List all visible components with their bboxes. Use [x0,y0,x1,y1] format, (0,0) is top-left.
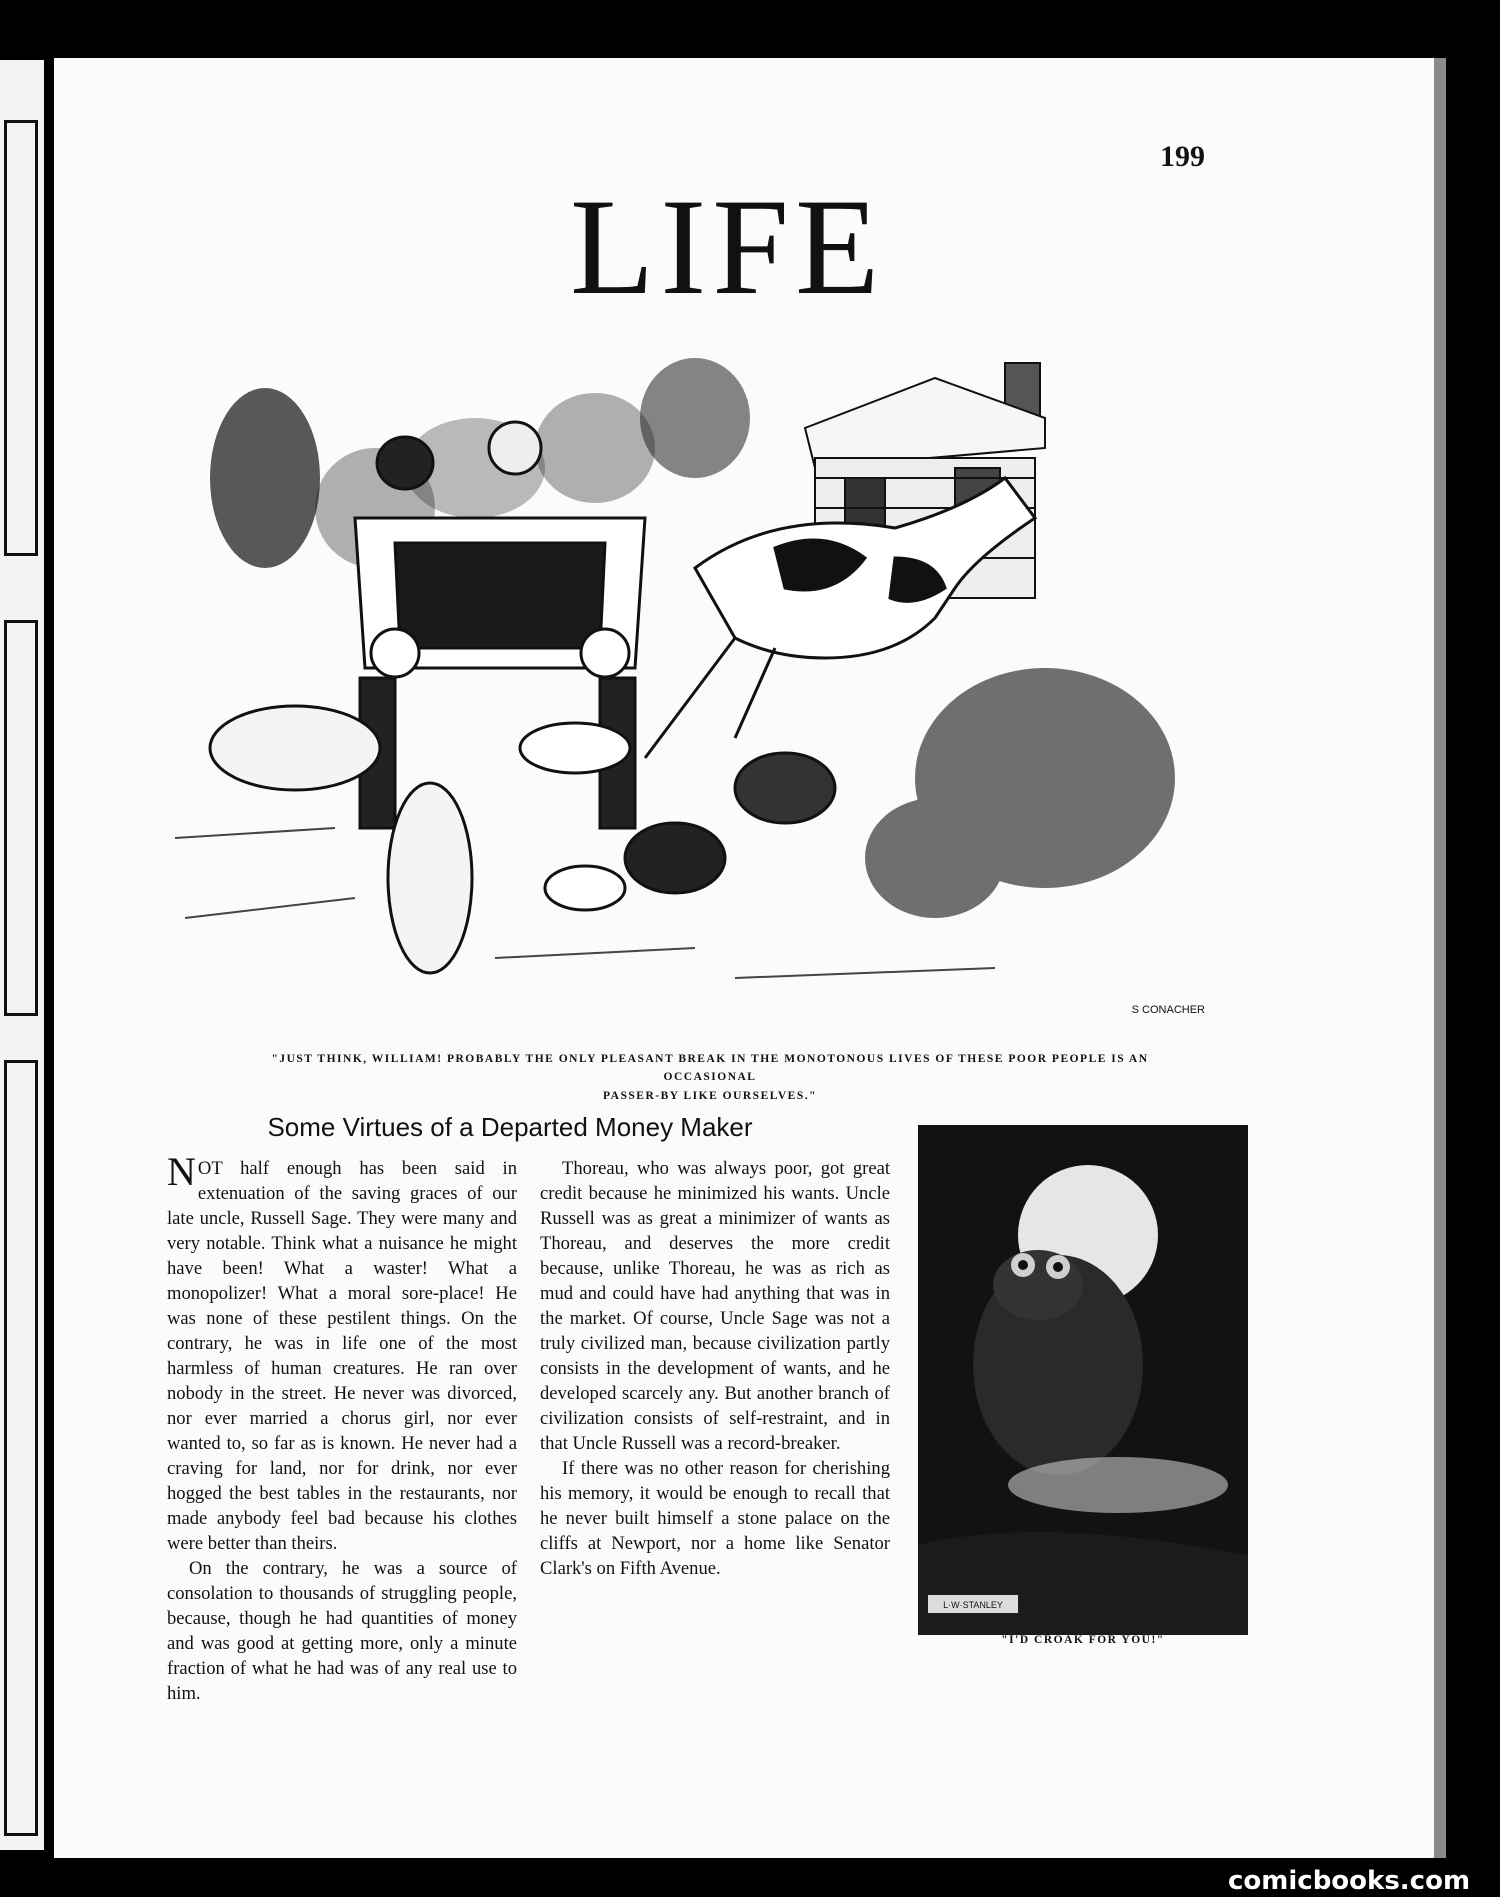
side-illustration-caption: "I'D CROAK FOR YOU!" [1001,1634,1165,1646]
article-column-left [167,1149,517,1706]
paragraph-1-text: OT half enough has been said in extenuation of the saving graces of our late uncle, Russell Sage. They were many and very notable. Think what a nuisance he might have been! What a waster! What a monopolizer! What a moral sore-place! He was none of these pestilent things. On the contrary, he was in life one of the most harmless of human creatures. He ran over nobody in the street. He never was divorced, nor ever married a chorus girl, nor ever wanted to, so far as is known. He never had a craving for land, nor for drink, nor ever hogged the best tables in the restaurants, nor made anybody feel bad because his clothes were better than theirs. [167,1158,517,1554]
car-farm-cartoon [175,358,1220,1023]
drop-cap: N [167,1149,196,1194]
caption-line-2: PASSER-BY LIKE OURSELVES." [603,1089,817,1102]
previous-page-frame [4,620,38,1016]
previous-page-edge [0,60,44,1850]
masthead-title: LIFE [570,170,886,323]
illustration-signature: L·W·STANLEY [943,1600,1003,1610]
previous-page-frame [4,120,38,556]
article-paragraph-4: If there was no other reason for cherishing his memory, it would be enough to recall that he never built himself a stone palace on the cliffs at Newport, nor a home like Senator Clark's on Fifth Avenue. [540,1458,890,1579]
previous-page-frame [4,1060,38,1836]
top-cartoon-caption [230,1050,1190,1105]
article-headline: Some Virtues of a Departed Money Maker [267,1112,753,1142]
site-watermark: comicbooks.com [1228,1866,1471,1896]
frog-moon-illustration [918,1125,1248,1635]
article-paragraph-2: On the contrary, he was a source of consolation to thousands of struggling people, because, though he had quantities of money and was good at getting more, only a minute fraction of what he had was of any real use to him. [167,1558,517,1704]
page-edge-shadow [1434,58,1446,1858]
caption-line-1: "JUST THINK, WILLIAM! PROBABLY THE ONLY PLEASANT BREAK IN THE MONOTONOUS LIVES OF THESE POOR PEOPLE IS AN OCCASIONAL [271,1053,1149,1084]
page-number: 199 [1160,140,1205,173]
article-paragraph-1 [167,1149,517,1556]
article-paragraph-3: Thoreau, who was always poor, got great credit because he minimized his wants. Uncle Russell was as great a minimizer of wants as Thoreau, and deserves the more credit because, unlike Thoreau, he was as rich as mud and could have had anything that was in the market. Of course, Uncle Sage was not a truly civilized man, because civilization partly consists in the development of wants, and he developed scarcely any. But another branch of civilization consists of self-restraint, and in that Uncle Russell was a record-breaker. [540,1158,890,1454]
article-column-right [540,1156,890,1581]
cartoon-signature: S CONACHER [1131,1004,1205,1016]
